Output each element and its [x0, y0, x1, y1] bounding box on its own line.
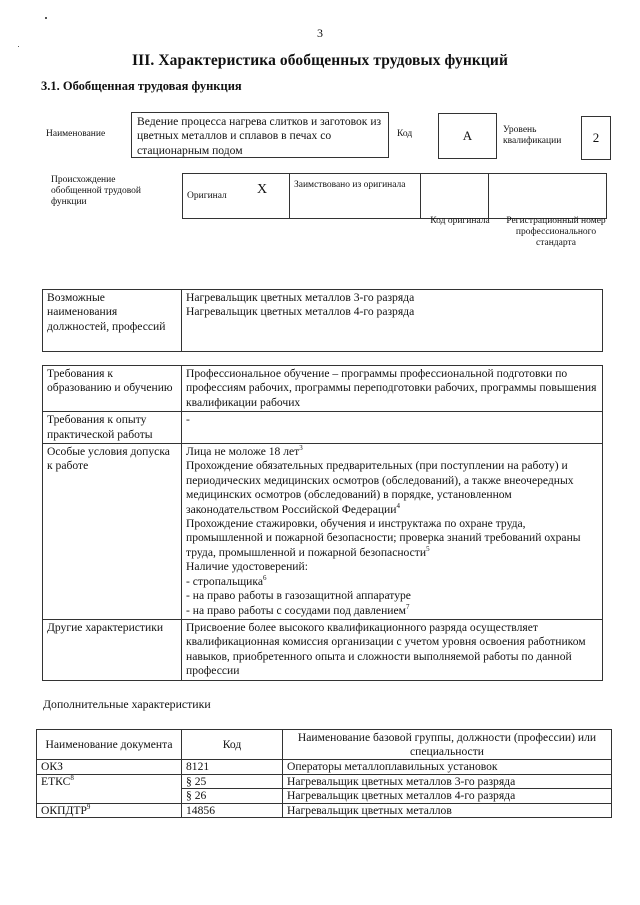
experience-label: Требования к опыту практической работы [43, 412, 182, 444]
positions-values [182, 290, 603, 352]
position-item: Нагревальщик цветных металлов 3-го разряда [186, 291, 415, 304]
table-row [37, 774, 612, 789]
condition-item: Лица не моложе 18 лет$^3$ [186, 444, 303, 459]
footnote-ref: 5 [426, 545, 430, 554]
name-cell: Нагревальщик цветных металлов 3-го разряда [283, 774, 612, 789]
function-name-field: Ведение процесса нагрева слитков и заготовок из цветных металлов и сплавов в печах со стационарным подом [131, 112, 389, 158]
doc-cell: ОКЗ [37, 760, 182, 775]
additional-title: Дополнительные характеристики [43, 697, 211, 711]
caption-reg-number: Регистрационный номер профессионального стандарта [506, 216, 606, 248]
footnote-ref: 8 [70, 773, 74, 782]
origin-label: Происхождение обобщенной трудовой функции [51, 175, 141, 207]
special-conditions-label: Особые условия допуска к работе [43, 444, 182, 620]
reg-number-cell [489, 174, 607, 219]
other-value: Присвоение более высокого квалификационного разряда осуществляет квалификационная комиссия организации с учетом уровня освоения работником навыков, приобретенного опыта и сложности выполняемой работы по данной профессии [182, 619, 603, 680]
scan-speck [18, 46, 19, 47]
borrowed-cell: Заимствовано из оригинала [290, 174, 421, 219]
positions-label: Возможные наименования должностей, профессий [43, 290, 182, 352]
education-value: Профессиональное обучение – программы профессиональной подготовки по профессиям рабочих, программы переподготовки рабочих, программы повышения квалификации рабочих [182, 366, 603, 412]
caption-code-original: Код оригинала [430, 216, 490, 226]
origin-table [182, 173, 607, 219]
name-label: Наименование [46, 129, 106, 139]
experience-value: - [182, 412, 603, 444]
page-number: 3 [317, 26, 323, 40]
additional-table [36, 729, 612, 818]
code-cell: § 26 [182, 789, 283, 804]
header-name: Наименование базовой группы, должности (профессии) или специальности [283, 730, 612, 760]
original-label: Оригинал [187, 190, 227, 201]
position-item: Нагревальщик цветных металлов 4-го разряда [186, 305, 415, 319]
header-code: Код [182, 730, 283, 760]
doc-cell: ОКПДТР$^9$ [37, 803, 182, 818]
scan-speck [45, 17, 47, 19]
footnote-ref: 6 [262, 573, 267, 582]
footnote-ref: 7 [405, 602, 410, 611]
condition-item: Прохождение обязательных предварительных (при поступлении на работу) и периодических медицинских осмотров (обследований), а также внеочередных медицинских осмотров (обследований) в порядке, установленном законодательством Российской Федерации$^4$ [186, 459, 574, 516]
name-cell: Нагревальщик цветных металлов [283, 803, 612, 818]
section-title: III. Характеристика обобщенных трудовых функций [132, 52, 508, 69]
positions-table [42, 289, 603, 352]
table-row [37, 760, 612, 775]
code-label: Код [397, 129, 413, 139]
special-conditions-value [182, 444, 603, 620]
doc-cell: ЕТКС$^8$ [37, 774, 182, 803]
qualification-level-label: Уровень квалификации [503, 125, 562, 146]
code-cell: 8121 [182, 760, 283, 775]
condition-item: - на право работы с сосудами под давлением$^7$ [186, 602, 410, 617]
other-label: Другие характеристики [43, 619, 182, 680]
condition-item: - на право работы в газозащитной аппаратуре [186, 589, 411, 603]
name-cell: Нагревальщик цветных металлов 4-го разряда [283, 789, 612, 804]
code-original-cell [421, 174, 489, 219]
footnote-ref: 4 [396, 501, 400, 510]
table-row [37, 803, 612, 818]
code-cell: § 25 [182, 774, 283, 789]
condition-item: - стропальщика$^6$ [186, 573, 267, 588]
original-cell [183, 174, 290, 219]
condition-item: Прохождение стажировки, обучения и инструктажа по охране труда, промышленной и пожарной безопасности; проверка знаний требований охраны труда, промышленной и пожарной безопасности$^5$ [186, 517, 581, 559]
subsection-title: 3.1. Обобщенная трудовая функция [41, 79, 242, 93]
footnote-ref: 3 [299, 444, 303, 453]
function-code-field: А [438, 113, 497, 159]
condition-item: Наличие удостоверений: [186, 560, 308, 574]
code-cell: 14856 [182, 803, 283, 818]
footnote-ref: 9 [86, 802, 91, 811]
header-doc: Наименование документа [37, 730, 182, 760]
original-mark: Х [257, 182, 268, 197]
qualification-level-field: 2 [581, 116, 611, 160]
education-label: Требования к образованию и обучению [43, 366, 182, 412]
name-cell: Операторы металлоплавильных установок [283, 760, 612, 775]
requirements-table [42, 365, 603, 681]
